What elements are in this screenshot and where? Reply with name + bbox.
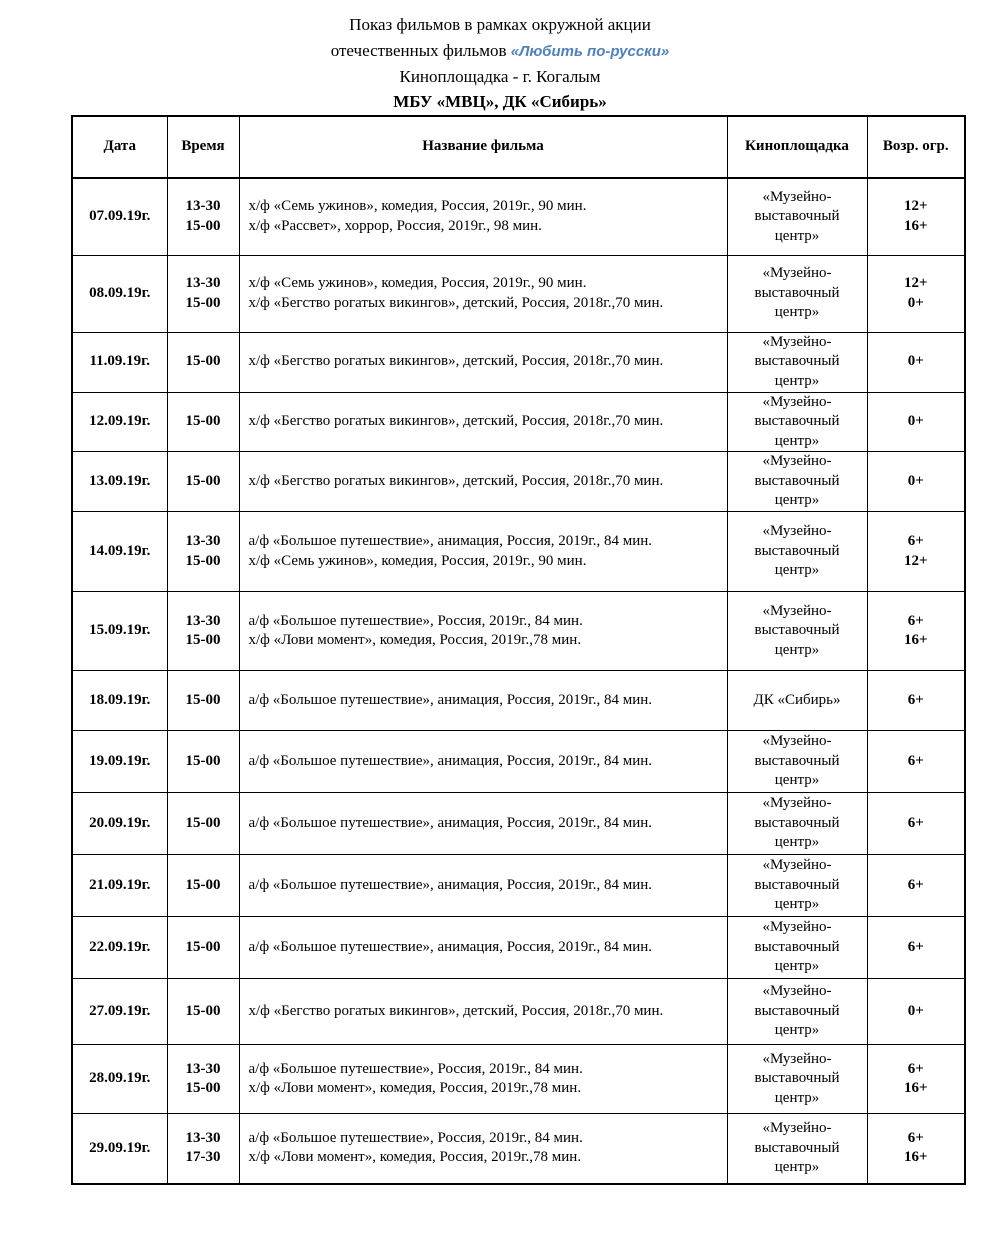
- age-rating-cell: [867, 255, 965, 332]
- film-cell: [239, 671, 727, 731]
- age-rating-cell-line: 0+: [907, 1002, 924, 1019]
- venue-cell: [727, 1045, 867, 1114]
- age-rating-cell-line: 6+: [907, 533, 924, 549]
- venue-cell-line: выставочный: [754, 938, 840, 955]
- age-rating-cell-line: 16+: [903, 632, 928, 648]
- table-row: [72, 917, 965, 979]
- venue-cell-line: «Музейно-: [762, 795, 832, 812]
- time-cell: [167, 392, 239, 452]
- time-cell-line: 15-00: [185, 413, 221, 429]
- time-cell-line: 13-30: [185, 1060, 221, 1077]
- venue-cell-line: центр»: [774, 432, 820, 449]
- time-cell-line: 15-00: [185, 691, 221, 708]
- venue-cell: [727, 392, 867, 452]
- header-line-3: Киноплощадка - г. Когалым: [399, 67, 601, 86]
- film-cell: [239, 332, 727, 392]
- film-cell-line: х/ф «Лови момент», комедия, Россия, 2019г.,78 мин.: [248, 1149, 582, 1166]
- table-row: [72, 793, 965, 855]
- venue-cell: [727, 592, 867, 671]
- venue-cell-line: «Музейно-: [762, 857, 832, 874]
- venue-cell: [727, 979, 867, 1045]
- film-cell-line: х/ф «Лови момент», комедия, Россия, 2019г.,78 мин.: [248, 632, 582, 648]
- column-header-date: Дата: [72, 116, 167, 178]
- venue-cell: [727, 793, 867, 855]
- venue-cell-line: выставочный: [754, 876, 840, 893]
- venue-cell-line: «Музейно-: [762, 523, 832, 540]
- table-body: [72, 178, 965, 1184]
- age-rating-cell: [867, 1045, 965, 1114]
- time-cell-line: 15-00: [185, 294, 221, 311]
- date-cell: 12.09.19г.: [72, 392, 167, 452]
- film-cell-line: х/ф «Рассвет», хоррор, Россия, 2019г., 98 мин.: [248, 217, 542, 234]
- venue-cell-line: выставочный: [754, 413, 840, 429]
- time-cell-line: 15-00: [185, 1080, 221, 1096]
- film-cell-line: а/ф «Большое путешествие», анимация, Россия, 2019г., 84 мин.: [248, 938, 653, 955]
- age-rating-cell-line: 12+: [903, 552, 928, 569]
- venue-cell-line: «Музейно-: [762, 733, 832, 750]
- venue-cell-line: выставочный: [754, 542, 840, 559]
- age-rating-cell-line: 6+: [907, 876, 924, 893]
- venue-cell: [727, 452, 867, 512]
- venue-cell: [727, 255, 867, 332]
- film-cell: [239, 979, 727, 1045]
- film-cell: [239, 793, 727, 855]
- venue-cell: [727, 855, 867, 917]
- age-rating-cell-line: 6+: [907, 691, 924, 708]
- film-cell-line: х/ф «Семь ужинов», комедия, Россия, 2019г., 90 мин.: [248, 552, 587, 569]
- age-rating-cell: [867, 855, 965, 917]
- film-cell-line: х/ф «Семь ужинов», комедия, Россия, 2019г., 90 мин.: [248, 275, 587, 291]
- film-cell-line: х/ф «Семь ужинов», комедия, Россия, 2019г., 90 мин.: [248, 198, 587, 215]
- column-header-venue: Киноплощадка: [727, 116, 867, 178]
- time-cell: [167, 512, 239, 592]
- header-line-2: [0, 39, 1000, 63]
- time-cell: [167, 731, 239, 793]
- age-rating-cell-line: 12+: [903, 198, 928, 215]
- venue-cell-line: центр»: [774, 1159, 820, 1175]
- date-cell: 14.09.19г.: [72, 512, 167, 592]
- venue-cell-line: выставочный: [754, 622, 840, 639]
- table-row: [72, 392, 965, 452]
- film-cell-line: а/ф «Большое путешествие», анимация, Россия, 2019г., 84 мин.: [248, 814, 653, 831]
- age-rating-cell-line: 6+: [907, 1129, 924, 1146]
- date-cell: 28.09.19г.: [72, 1045, 167, 1114]
- venue-cell-line: «Музейно-: [762, 983, 832, 1000]
- age-rating-cell-line: 16+: [903, 217, 928, 234]
- age-rating-cell-line: 6+: [907, 752, 924, 769]
- film-cell-line: х/ф «Бегство рогатых викингов», детский, Россия, 2018г.,70 мин.: [248, 294, 664, 311]
- venue-cell-line: «Музейно-: [762, 333, 832, 350]
- venue-cell-line: выставочный: [754, 208, 840, 224]
- venue-cell-line: центр»: [774, 1089, 820, 1106]
- venue-cell-line: выставочный: [754, 284, 840, 301]
- age-rating-cell: [867, 392, 965, 452]
- date-cell: 22.09.19г.: [72, 917, 167, 979]
- venue-cell-line: ДК «Сибирь»: [753, 691, 841, 708]
- venue-cell-line: «Музейно-: [762, 453, 832, 470]
- venue-cell-line: центр»: [774, 834, 820, 851]
- venue-cell-line: «Музейно-: [762, 265, 832, 282]
- venue-cell-line: «Музейно-: [762, 393, 832, 410]
- age-rating-cell-line: 6+: [907, 938, 924, 955]
- time-cell: [167, 671, 239, 731]
- venue-cell-line: центр»: [774, 1022, 820, 1039]
- film-cell-line: а/ф «Большое путешествие», анимация, Россия, 2019г., 84 мин.: [248, 752, 653, 769]
- age-rating-cell-line: 16+: [903, 1080, 928, 1096]
- age-rating-cell: [867, 979, 965, 1045]
- age-rating-cell: [867, 671, 965, 731]
- age-rating-cell-line: 0+: [907, 353, 924, 370]
- venue-cell-line: центр»: [774, 958, 820, 975]
- venue-cell-line: центр»: [774, 896, 820, 913]
- table-row: [72, 979, 965, 1045]
- venue-cell: [727, 731, 867, 793]
- venue-cell-line: «Музейно-: [762, 1050, 832, 1067]
- film-cell-line: х/ф «Лови момент», комедия, Россия, 2019г.,78 мин.: [248, 1080, 582, 1096]
- table-row: [72, 512, 965, 592]
- time-cell-line: 13-30: [185, 612, 221, 629]
- age-rating-cell: [867, 592, 965, 671]
- age-rating-cell: [867, 793, 965, 855]
- date-cell: 27.09.19г.: [72, 979, 167, 1045]
- time-cell-line: 13-30: [185, 198, 221, 215]
- film-cell: [239, 1045, 727, 1114]
- venue-cell-line: выставочный: [754, 472, 840, 489]
- column-header-age: Возр. огр.: [867, 116, 965, 178]
- venue-cell: [727, 332, 867, 392]
- time-cell: [167, 592, 239, 671]
- venue-cell: [727, 1114, 867, 1184]
- venue-cell-line: центр»: [774, 227, 820, 244]
- date-cell: 20.09.19г.: [72, 793, 167, 855]
- time-cell: [167, 178, 239, 255]
- table-row: [72, 452, 965, 512]
- age-rating-cell-line: 12+: [903, 275, 928, 291]
- age-rating-cell-line: 0+: [907, 294, 924, 311]
- time-cell-line: 15-00: [185, 876, 221, 893]
- film-cell-line: х/ф «Бегство рогатых викингов», детский, Россия, 2018г.,70 мин.: [248, 472, 664, 489]
- date-cell: 18.09.19г.: [72, 671, 167, 731]
- film-cell-line: х/ф «Бегство рогатых викингов», детский, Россия, 2018г.,70 мин.: [248, 353, 664, 370]
- age-rating-cell: [867, 731, 965, 793]
- film-cell: [239, 392, 727, 452]
- venue-cell: [727, 671, 867, 731]
- film-cell: [239, 592, 727, 671]
- film-cell: [239, 917, 727, 979]
- table-header-row: [72, 116, 965, 178]
- header-line-2-prefix: отечественных фильмов: [330, 41, 511, 60]
- time-cell: [167, 793, 239, 855]
- date-cell: 19.09.19г.: [72, 731, 167, 793]
- table-row: [72, 178, 965, 255]
- date-cell: 08.09.19г.: [72, 255, 167, 332]
- date-cell: 15.09.19г.: [72, 592, 167, 671]
- time-cell-line: 15-00: [185, 1002, 221, 1019]
- venue-cell-line: центр»: [774, 772, 820, 789]
- age-rating-cell: [867, 917, 965, 979]
- time-cell: [167, 452, 239, 512]
- time-cell: [167, 332, 239, 392]
- age-rating-cell: [867, 1114, 965, 1184]
- film-cell-line: а/ф «Большое путешествие», Россия, 2019г., 84 мин.: [248, 1060, 583, 1077]
- time-cell-line: 15-00: [185, 552, 221, 569]
- film-cell-line: а/ф «Большое путешествие», анимация, Россия, 2019г., 84 мин.: [248, 876, 653, 893]
- time-cell-line: 15-00: [185, 814, 221, 831]
- venue-cell-line: «Музейно-: [762, 188, 832, 205]
- table-row: [72, 1114, 965, 1184]
- date-cell: 11.09.19г.: [72, 332, 167, 392]
- venue-cell-line: выставочный: [754, 814, 840, 831]
- table-row: [72, 671, 965, 731]
- venue-cell-line: выставочный: [754, 353, 840, 370]
- table-row: [72, 332, 965, 392]
- age-rating-cell-line: 16+: [903, 1149, 928, 1166]
- age-rating-cell-line: 6+: [907, 814, 924, 831]
- venue-cell: [727, 917, 867, 979]
- column-header-film: Название фильма: [239, 116, 727, 178]
- film-cell: [239, 512, 727, 592]
- venue-cell-line: выставочный: [754, 1070, 840, 1087]
- age-rating-cell: [867, 332, 965, 392]
- time-cell: [167, 917, 239, 979]
- film-cell-line: а/ф «Большое путешествие», Россия, 2019г., 84 мин.: [248, 612, 583, 629]
- time-cell-line: 13-30: [185, 533, 221, 549]
- age-rating-cell-line: 0+: [907, 413, 924, 429]
- venue-cell-line: «Музейно-: [762, 602, 832, 619]
- date-cell: 07.09.19г.: [72, 178, 167, 255]
- venue-cell-line: «Музейно-: [762, 1120, 832, 1136]
- time-cell: [167, 255, 239, 332]
- time-cell: [167, 855, 239, 917]
- film-cell: [239, 452, 727, 512]
- age-rating-cell-line: 6+: [907, 612, 924, 629]
- time-cell-line: 15-00: [185, 472, 221, 489]
- film-cell-line: а/ф «Большое путешествие», анимация, Россия, 2019г., 84 мин.: [248, 691, 653, 708]
- time-cell-line: 15-00: [185, 217, 221, 234]
- venue-cell-line: центр»: [774, 372, 820, 389]
- venue-cell-line: «Музейно-: [762, 919, 832, 936]
- venue-cell-line: центр»: [774, 641, 820, 658]
- table-row: [72, 1045, 965, 1114]
- film-cell: [239, 731, 727, 793]
- campaign-name: «Любить по-русски»: [510, 43, 670, 60]
- time-cell: [167, 1045, 239, 1114]
- table-row: [72, 855, 965, 917]
- time-cell-line: 15-00: [185, 353, 221, 370]
- age-rating-cell: [867, 178, 965, 255]
- time-cell-line: 15-00: [185, 632, 221, 648]
- film-cell-line: х/ф «Бегство рогатых викингов», детский, Россия, 2018г.,70 мин.: [248, 1002, 664, 1019]
- film-cell-line: а/ф «Большое путешествие», Россия, 2019г., 84 мин.: [248, 1129, 583, 1146]
- time-cell-line: 13-30: [185, 275, 221, 291]
- film-cell: [239, 1114, 727, 1184]
- schedule-table: [71, 115, 966, 1185]
- film-cell: [239, 855, 727, 917]
- date-cell: 13.09.19г.: [72, 452, 167, 512]
- venue-cell-line: выставочный: [754, 1139, 840, 1156]
- header-line-1: Показ фильмов в рамках окружной акции: [349, 15, 651, 34]
- venue-cell-line: центр»: [774, 304, 820, 321]
- time-cell-line: 17-30: [185, 1149, 221, 1166]
- time-cell: [167, 979, 239, 1045]
- venue-cell-line: центр»: [774, 562, 820, 579]
- time-cell-line: 15-00: [185, 938, 221, 955]
- film-cell-line: а/ф «Большое путешествие», анимация, Россия, 2019г., 84 мин.: [248, 533, 653, 549]
- film-cell-line: х/ф «Бегство рогатых викингов», детский, Россия, 2018г.,70 мин.: [248, 413, 664, 429]
- age-rating-cell-line: 0+: [907, 472, 924, 489]
- time-cell-line: 15-00: [185, 752, 221, 769]
- venue-cell: [727, 512, 867, 592]
- venue-cell-line: центр»: [774, 492, 820, 509]
- table-row: [72, 255, 965, 332]
- venue-cell-line: выставочный: [754, 752, 840, 769]
- header-line-4: МБУ «МВЦ», ДК «Сибирь»: [393, 92, 607, 111]
- table-row: [72, 592, 965, 671]
- film-cell: [239, 178, 727, 255]
- time-cell-line: 13-30: [185, 1129, 221, 1146]
- venue-cell-line: выставочный: [754, 1002, 840, 1019]
- time-cell: [167, 1114, 239, 1184]
- film-cell: [239, 255, 727, 332]
- date-cell: 21.09.19г.: [72, 855, 167, 917]
- venue-cell: [727, 178, 867, 255]
- date-cell: 29.09.19г.: [72, 1114, 167, 1184]
- age-rating-cell: [867, 452, 965, 512]
- age-rating-cell-line: 6+: [907, 1060, 924, 1077]
- column-header-time: Время: [167, 116, 239, 178]
- table-row: [72, 731, 965, 793]
- age-rating-cell: [867, 512, 965, 592]
